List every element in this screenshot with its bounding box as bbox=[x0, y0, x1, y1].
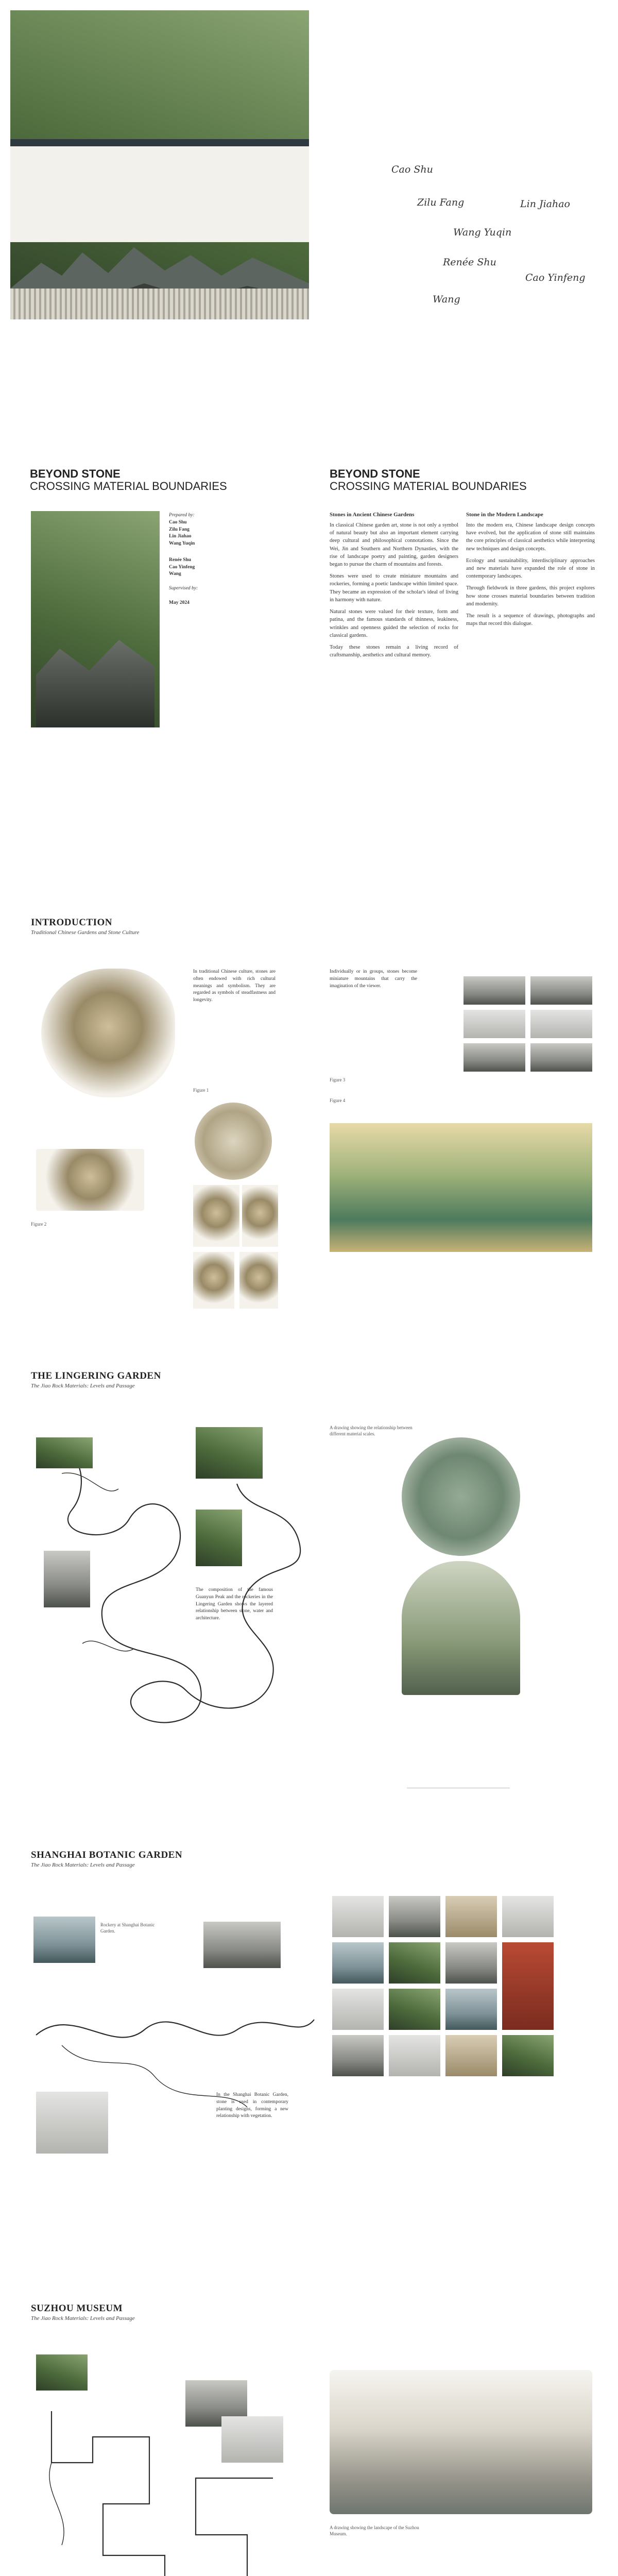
lingering-drawing-arch bbox=[402, 1561, 520, 1695]
lingering-title: THE LINGERING GARDEN bbox=[31, 1370, 161, 1381]
intro-rock-3 bbox=[193, 1252, 234, 1309]
lingering-photo-4 bbox=[196, 1510, 242, 1566]
grid-photo-11 bbox=[445, 1989, 497, 2030]
intro-circle-landscape bbox=[195, 1103, 272, 1180]
intro-rock-1 bbox=[193, 1185, 239, 1247]
intro-rock-4 bbox=[239, 1252, 278, 1309]
cover-wall-cap bbox=[10, 139, 309, 146]
lingering-photo-1 bbox=[36, 1437, 93, 1468]
suzhou-photo-1 bbox=[36, 2354, 88, 2391]
suzhou-title: SUZHOU MUSEUM bbox=[31, 2303, 123, 2314]
intro-col2-p2: Ecology and sustainability, interdisciplinary approaches and new materials have expanded the role of stone in contemporary landscapes. bbox=[466, 557, 595, 580]
intro-figure-1: Figure 1 bbox=[193, 1088, 209, 1093]
intro-column-1 bbox=[330, 511, 458, 663]
intro-text-1: In traditional Chinese culture, stones are often endowed with rich cultural meanings and symbolism. They are regarded as symbols of steadfastness and longevity. bbox=[193, 969, 276, 1003]
subtitle-right: CROSSING MATERIAL BOUNDARIES bbox=[330, 480, 527, 493]
grid-photo-1 bbox=[332, 1896, 384, 1937]
lingering-subtitle: The Jiao Rock Materials: Levels and Passage bbox=[31, 1383, 135, 1389]
grid-photo-5 bbox=[332, 1942, 384, 1984]
cover-name-3: Lin Jiahao bbox=[520, 198, 570, 210]
suzhou-drawing bbox=[330, 2370, 592, 2514]
shanghai-text: In the Shanghai Botanic Garden, stone is used in contemporary planting designs, forming a new relationship with vegetation. bbox=[216, 2092, 288, 2119]
grid-photo-7 bbox=[445, 1942, 497, 1984]
intro-photo-strip-6 bbox=[530, 1043, 592, 1072]
cover-name-6: Cao Yinfeng bbox=[525, 272, 586, 283]
shanghai-subtitle: The Jiao Rock Materials: Levels and Passage bbox=[31, 1862, 135, 1868]
shanghai-caption: Rockery at Shanghai Botanic Garden. bbox=[100, 1922, 155, 1934]
grid-photo-8 bbox=[502, 1942, 554, 2030]
cover-name-7: Wang bbox=[433, 294, 460, 305]
suzhou-caption: A drawing showing the landscape of the Suzhou Museum. bbox=[330, 2525, 419, 2537]
intro-drawing-tree bbox=[41, 969, 175, 1097]
credit-line-4: Lin Jiahao bbox=[169, 534, 192, 539]
suzhou-path-map bbox=[31, 2401, 319, 2576]
lingering-drawing-circle bbox=[402, 1437, 520, 1556]
title-left: BEYOND STONE bbox=[30, 467, 121, 480]
cover-name-5: Renée Shu bbox=[443, 257, 496, 268]
intro-photo-strip-3 bbox=[464, 1010, 525, 1038]
intro-column-2 bbox=[466, 511, 595, 632]
intro-col2-p3: Through fieldwork in three gardens, this project explores how stone crosses material boundaries between tradition and modernity. bbox=[466, 585, 595, 607]
lingering-photo-2 bbox=[196, 1427, 263, 1479]
credit-line-6: Renée Shu bbox=[169, 557, 192, 563]
intro-text-2: Individually or in groups, stones become miniature mountains that carry the imagination of the viewer. bbox=[330, 969, 417, 989]
cover-name-1: Cao Shu bbox=[391, 164, 433, 175]
shanghai-photo-grid bbox=[332, 1896, 595, 2102]
grid-photo-6 bbox=[389, 1942, 440, 1984]
intro-photo-strip-5 bbox=[464, 1043, 525, 1072]
title-right: BEYOND STONE bbox=[330, 467, 420, 480]
intro-photo-strip-2 bbox=[530, 976, 592, 1005]
intro-col2-heading: Stone in the Modern Landscape bbox=[466, 512, 543, 518]
grid-photo-9 bbox=[332, 1989, 384, 2030]
credit-line-7: Cao Yinfeng bbox=[169, 564, 195, 570]
shanghai-photo-3 bbox=[36, 2092, 108, 2154]
intro-pavilion-drawing bbox=[36, 1149, 144, 1211]
title-photo-rocks bbox=[36, 640, 154, 727]
intro-painting bbox=[330, 1123, 592, 1252]
intro-photo-strip-4 bbox=[530, 1010, 592, 1038]
credit-line-3: Zilu Fang bbox=[169, 527, 190, 532]
credits bbox=[169, 512, 241, 607]
lingering-caption: A drawing showing the relationship between different material scales. bbox=[330, 1425, 413, 1437]
intro-figure-4: Figure 4 bbox=[330, 1098, 346, 1103]
shanghai-title: SHANGHAI BOTANIC GARDEN bbox=[31, 1850, 183, 1860]
grid-photo-15 bbox=[502, 2035, 554, 2076]
grid-photo-2 bbox=[389, 1896, 440, 1937]
title-photo bbox=[31, 511, 160, 727]
intro-col2-p4: The result is a sequence of drawings, photographs and maps that record this dialogue. bbox=[466, 613, 595, 627]
shanghai-photo-1 bbox=[33, 1917, 95, 1963]
introduction-subtitle: Traditional Chinese Gardens and Stone Culture bbox=[31, 929, 140, 936]
credit-line-10: May 2024 bbox=[169, 600, 190, 605]
intro-figure-3: Figure 3 bbox=[330, 1077, 346, 1082]
intro-photo-strip-1 bbox=[464, 976, 525, 1005]
credit-line-9: Supervised by: bbox=[169, 586, 198, 591]
grid-photo-10 bbox=[389, 1989, 440, 2030]
credit-line-2: Cao Shu bbox=[169, 519, 187, 525]
intro-figure-2: Figure 2 bbox=[31, 1222, 47, 1227]
cover-name-4: Wang Yuqin bbox=[453, 227, 512, 238]
intro-rock-2 bbox=[242, 1185, 278, 1247]
grid-photo-14 bbox=[445, 2035, 497, 2076]
intro-col1-heading: Stones in Ancient Chinese Gardens bbox=[330, 512, 415, 518]
shanghai-photo-2 bbox=[203, 1922, 281, 1968]
subtitle-left: CROSSING MATERIAL BOUNDARIES bbox=[30, 480, 227, 493]
cover-photo bbox=[10, 10, 309, 319]
cover-name-2: Zilu Fang bbox=[417, 197, 465, 208]
grid-photo-12 bbox=[332, 2035, 384, 2076]
suzhou-subtitle: The Jiao Rock Materials: Levels and Passage bbox=[31, 2315, 135, 2321]
lingering-text: The composition of the famous Guanyun Peak and the rockeries in the Lingering Garden shows the layered relationship between stone, water and architecture. bbox=[196, 1587, 273, 1621]
intro-col1-p3: Natural stones were valued for their texture, form and patina, and the famous standards of thinness, leakiness, wrinkles and openness guided the selection of rocks for classical gardens. bbox=[330, 609, 458, 638]
grid-photo-3 bbox=[445, 1896, 497, 1937]
lingering-photo-3 bbox=[44, 1551, 90, 1607]
credit-line-8: Wang bbox=[169, 571, 181, 577]
credit-line-1: Prepared by: bbox=[169, 513, 195, 518]
intro-col1-p4: Today these stones remain a living record of craftsmanship, aesthetics and cultural memory. bbox=[330, 645, 458, 658]
intro-col1-p2: Stones were used to create miniature mountains and rockeries, forming a poetic landscape within limited space. They became an expression of the scholar's ideal of living in harmony with nature. bbox=[330, 573, 458, 603]
intro-col2-p1: Into the modern era, Chinese landscape design concepts have evolved, but the application of stone still maintains the core principles of classical aesthetics while interpreting new techniques and design concepts. bbox=[466, 522, 595, 552]
introduction-title: INTRODUCTION bbox=[31, 917, 113, 928]
intro-col1-p1: In classical Chinese garden art, stone is not only a symbol of natural beauty but also an important element carrying deep cultural and philosophical connotations. Since the Wei, Jin and Southern and Northern Dynasties, with the rise of landscape poetry and painting, garden designers began to pursue the charm of mountains and forests. bbox=[330, 522, 458, 568]
credit-line-5: Wang Yuqin bbox=[169, 541, 195, 547]
cover-pebbles bbox=[10, 289, 309, 319]
grid-photo-4 bbox=[502, 1896, 554, 1937]
grid-photo-13 bbox=[389, 2035, 440, 2076]
